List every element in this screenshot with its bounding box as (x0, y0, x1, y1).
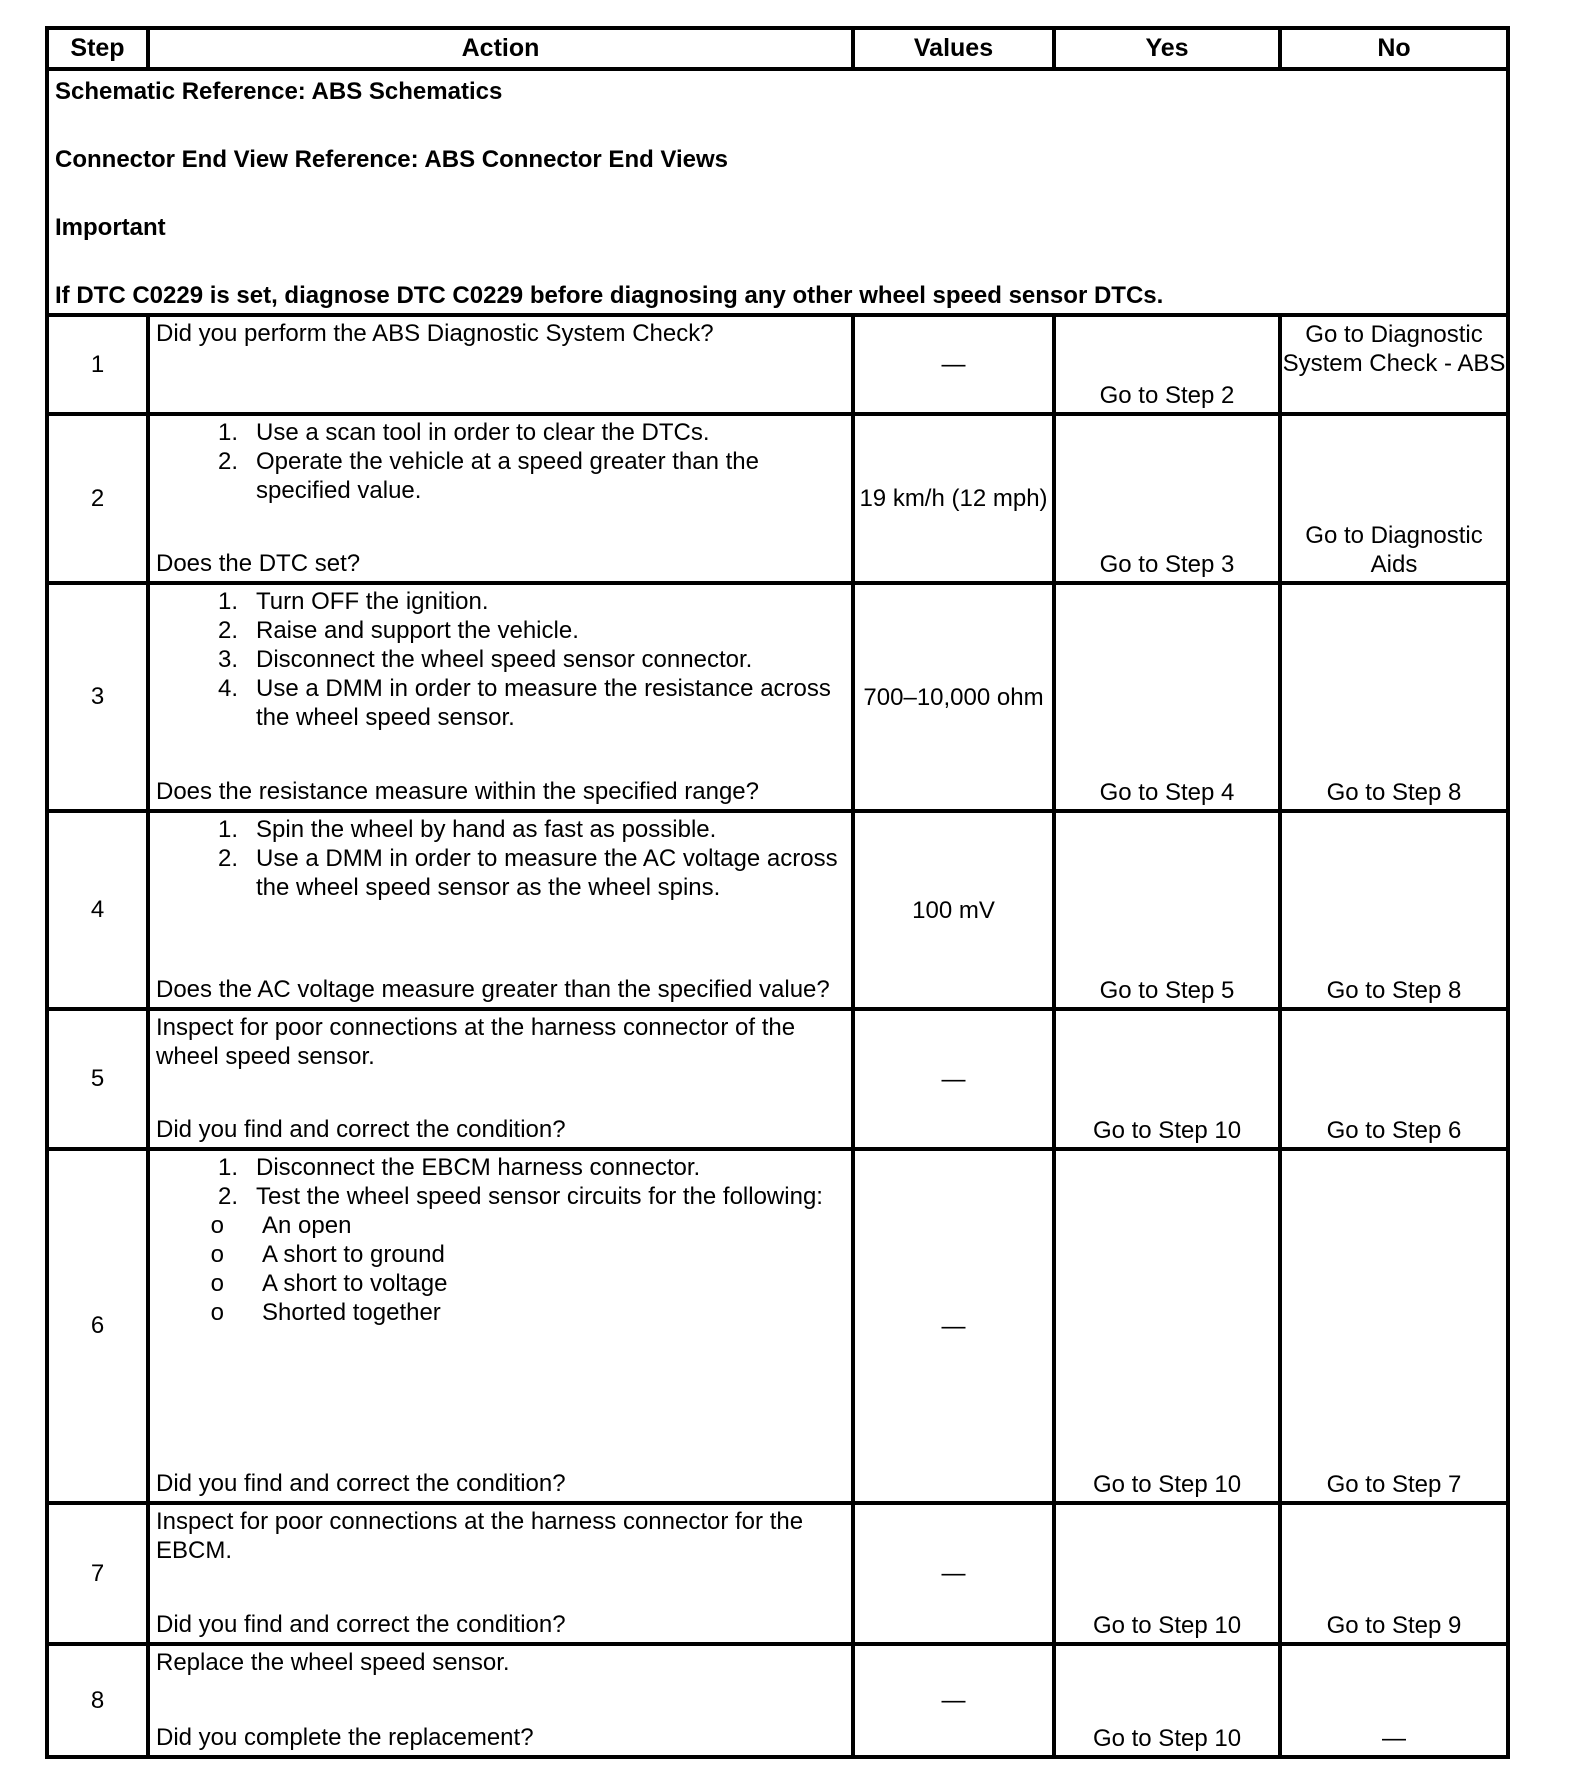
bullet-icon: o (210, 1270, 224, 1297)
action-steps (156, 418, 845, 505)
list-item (156, 674, 845, 732)
list-item (156, 616, 845, 645)
list-item (156, 815, 845, 844)
step-item-number: 2. (217, 448, 238, 475)
step-number: 3 (47, 583, 148, 811)
step-number: 1 (47, 315, 148, 414)
action-text: Did you perform the ABS Diagnostic System Check? (156, 320, 714, 347)
table-row (47, 315, 1508, 414)
sub-item-text: Shorted together (262, 1299, 441, 1326)
list-item (156, 645, 845, 674)
action-question: Did you complete the replacement? (156, 1724, 534, 1751)
list-item (156, 1298, 845, 1327)
list-item (156, 1240, 845, 1269)
sub-item-text: A short to ground (262, 1241, 445, 1268)
list-item (156, 844, 845, 902)
header-no: No (1280, 28, 1508, 69)
list-item (156, 418, 845, 447)
action-question: Did you find and correct the condition? (156, 1611, 566, 1638)
action-text: Replace the wheel speed sensor. (156, 1649, 510, 1676)
action-question: Did you find and correct the condition? (156, 1116, 566, 1143)
sub-steps (156, 1211, 845, 1327)
action-cell (148, 1503, 853, 1644)
reference-cell (47, 69, 1508, 315)
table-row (47, 1644, 1508, 1757)
list-item (156, 1269, 845, 1298)
step-item-number: 3. (217, 646, 238, 673)
no-cell: Go to Step 7 (1280, 1149, 1508, 1503)
yes-cell: Go to Step 4 (1054, 583, 1280, 811)
action-question: Did you find and correct the condition? (156, 1470, 566, 1497)
table-row (47, 1503, 1508, 1644)
value-cell: — (853, 1503, 1054, 1644)
value-cell: — (853, 1644, 1054, 1757)
action-text: Inspect for poor connections at the harness connector for the EBCM. (156, 1508, 804, 1564)
step-item-text: Raise and support the vehicle. (256, 617, 579, 644)
step-number: 2 (47, 414, 148, 583)
table-row (47, 583, 1508, 811)
step-item-text: Turn OFF the ignition. (256, 588, 489, 615)
yes-cell: Go to Step 10 (1054, 1644, 1280, 1757)
step-item-text: Disconnect the EBCM harness connector. (256, 1154, 701, 1181)
header-action: Action (148, 28, 853, 69)
action-question: Does the DTC set? (156, 550, 361, 577)
action-cell (148, 315, 853, 414)
action-steps (156, 1153, 845, 1211)
no-cell: Go to Step 8 (1280, 811, 1508, 1009)
header-step: Step (47, 28, 148, 69)
yes-cell: Go to Step 10 (1054, 1009, 1280, 1149)
step-item-text: Operate the vehicle at a speed greater than the specified value. (256, 448, 760, 504)
step-number: 7 (47, 1503, 148, 1644)
yes-cell: Go to Step 3 (1054, 414, 1280, 583)
step-number: 5 (47, 1009, 148, 1149)
important-label: Important (55, 214, 166, 241)
action-cell (148, 414, 853, 583)
yes-cell: Go to Step 10 (1054, 1503, 1280, 1644)
action-text: Inspect for poor connections at the harness connector of the wheel speed sensor. (156, 1014, 796, 1070)
step-item-text: Use a scan tool in order to clear the DTCs. (256, 419, 710, 446)
value-cell: — (853, 1009, 1054, 1149)
value-cell: 100 mV (853, 811, 1054, 1009)
action-cell (148, 1149, 853, 1503)
step-item-number: 2. (217, 1183, 238, 1210)
action-cell (148, 811, 853, 1009)
step-item-text: Use a DMM in order to measure the resistance across the wheel speed sensor. (256, 675, 831, 731)
bullet-icon: o (210, 1212, 224, 1239)
action-cell (148, 1644, 853, 1757)
step-item-number: 1. (217, 1154, 238, 1181)
no-cell: Go to Step 8 (1280, 583, 1508, 811)
step-number: 6 (47, 1149, 148, 1503)
reference-row (47, 69, 1508, 315)
connector-reference: Connector End View Reference: ABS Connector End Views (55, 146, 729, 173)
table-row (47, 811, 1508, 1009)
no-cell: Go to Step 6 (1280, 1009, 1508, 1149)
step-number: 4 (47, 811, 148, 1009)
schematic-reference: Schematic Reference: ABS Schematics (55, 78, 503, 105)
step-item-text: Test the wheel speed sensor circuits for the following: (256, 1183, 823, 1210)
list-item (156, 1211, 845, 1240)
action-question: Does the AC voltage measure greater than the specified value? (156, 976, 830, 1003)
no-cell: Go to Step 9 (1280, 1503, 1508, 1644)
yes-cell: Go to Step 2 (1054, 315, 1280, 414)
value-cell: — (853, 1149, 1054, 1503)
bullet-icon: o (210, 1241, 224, 1268)
list-item (156, 1153, 845, 1182)
table-row (47, 1149, 1508, 1503)
step-item-number: 4. (217, 675, 238, 702)
step-item-text: Disconnect the wheel speed sensor connector. (256, 646, 753, 673)
step-item-number: 1. (217, 588, 238, 615)
no-cell: Go to Diagnostic System Check - ABS (1280, 315, 1508, 414)
sub-item-text: An open (262, 1212, 352, 1239)
list-item (156, 447, 845, 505)
action-question: Does the resistance measure within the specified range? (156, 778, 759, 805)
step-number: 8 (47, 1644, 148, 1757)
header-values: Values (853, 28, 1054, 69)
action-steps (156, 587, 845, 732)
step-item-number: 1. (217, 419, 238, 446)
table-row (47, 414, 1508, 583)
yes-cell: Go to Step 10 (1054, 1149, 1280, 1503)
value-cell: 19 km/h (12 mph) (853, 414, 1054, 583)
sub-item-text: A short to voltage (262, 1270, 448, 1297)
step-item-number: 2. (217, 845, 238, 872)
step-item-text: Spin the wheel by hand as fast as possible. (256, 816, 717, 843)
step-item-text: Use a DMM in order to measure the AC voltage across the wheel speed sensor as the wheel spins. (256, 845, 838, 901)
header-row (47, 28, 1508, 69)
action-cell (148, 583, 853, 811)
bullet-icon: o (210, 1299, 224, 1326)
step-item-number: 1. (217, 816, 238, 843)
value-cell: — (853, 315, 1054, 414)
list-item (156, 1182, 845, 1211)
header-yes: Yes (1054, 28, 1280, 69)
no-cell: Go to Diagnostic Aids (1280, 414, 1508, 583)
action-cell (148, 1009, 853, 1149)
important-note: If DTC C0229 is set, diagnose DTC C0229 before diagnosing any other wheel speed sensor DTCs. (55, 282, 1164, 309)
action-steps (156, 815, 845, 902)
no-cell: — (1280, 1644, 1508, 1757)
yes-cell: Go to Step 5 (1054, 811, 1280, 1009)
table-row (47, 1009, 1508, 1149)
value-cell: 700–10,000 ohm (853, 583, 1054, 811)
list-item (156, 587, 845, 616)
diagnostic-table (45, 26, 1510, 1759)
step-item-number: 2. (217, 617, 238, 644)
